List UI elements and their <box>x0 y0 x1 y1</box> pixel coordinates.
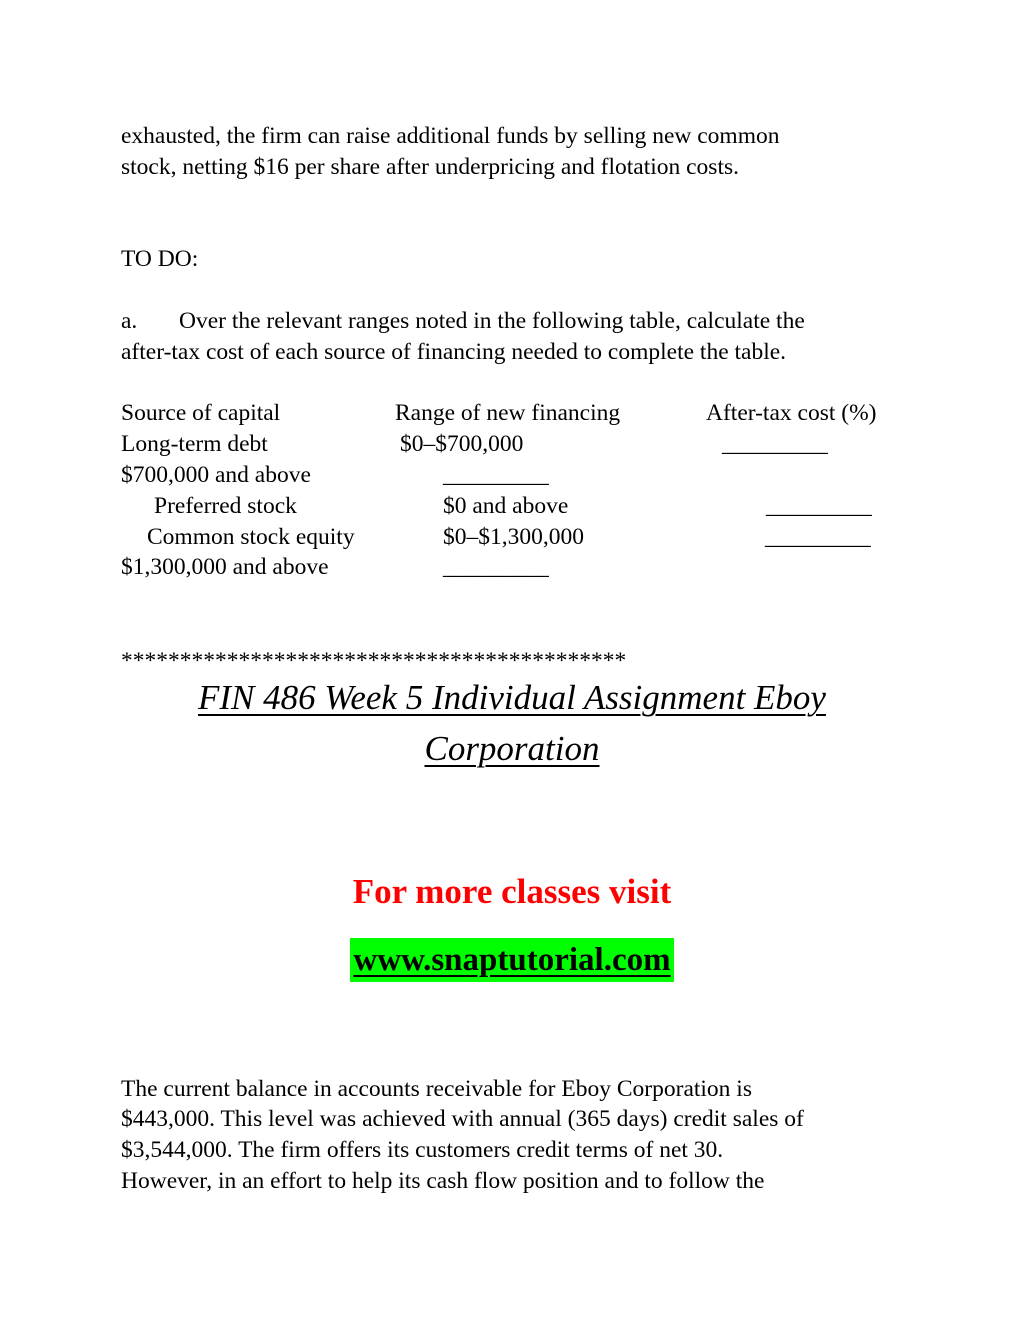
table-row-range: $0 and above <box>443 493 569 519</box>
table-row-cost-blank: _________ <box>722 431 828 457</box>
assignment-title-line-2: Corporation <box>424 729 600 768</box>
table-row-cost-blank: _________ <box>443 554 549 580</box>
table-row-cost-blank: _________ <box>443 462 549 488</box>
table-header-range: Range of new financing <box>395 400 621 426</box>
promo-text: For more classes visit <box>352 872 672 911</box>
asterisk-separator: ******************************************* <box>121 648 627 674</box>
table-row-range: $0–$700,000 <box>400 431 524 457</box>
body-line-4: However, in an effort to help its cash flow position and to follow the <box>121 1168 765 1194</box>
intro-line-2: stock, netting $16 per share after underpricing and flotation costs. <box>121 154 739 180</box>
question-a-line-2: after-tax cost of each source of financing needed to complete the table. <box>121 339 787 365</box>
question-a-line-1: Over the relevant ranges noted in the following table, calculate the <box>179 308 805 334</box>
question-a-marker: a. <box>121 308 138 334</box>
table-row-source: Long-term debt <box>121 431 268 457</box>
snaptutorial-link[interactable]: www.snaptutorial.com <box>350 938 673 982</box>
intro-line-1: exhausted, the firm can raise additional funds by selling new common <box>121 123 780 149</box>
body-line-1: The current balance in accounts receivable for Eboy Corporation is <box>121 1076 752 1102</box>
table-row-range: $0–$1,300,000 <box>443 524 584 550</box>
table-row-source: Common stock equity <box>147 524 355 550</box>
todo-label: TO DO: <box>121 246 199 272</box>
table-row-source: $1,300,000 and above <box>121 554 329 580</box>
table-header-cost: After-tax cost (%) <box>706 400 877 426</box>
table-row-cost-blank: _________ <box>765 524 871 550</box>
body-line-2: $443,000. This level was achieved with annual (365 days) credit sales of <box>121 1106 804 1132</box>
body-line-3: $3,544,000. The firm offers its customers credit terms of net 30. <box>121 1137 724 1163</box>
table-row-source: $700,000 and above <box>121 462 311 488</box>
table-header-source: Source of capital <box>121 400 281 426</box>
table-row-source: Preferred stock <box>154 493 297 519</box>
table-row-cost-blank: _________ <box>766 493 872 519</box>
assignment-title-line-1: FIN 486 Week 5 Individual Assignment Eboy <box>198 678 826 717</box>
